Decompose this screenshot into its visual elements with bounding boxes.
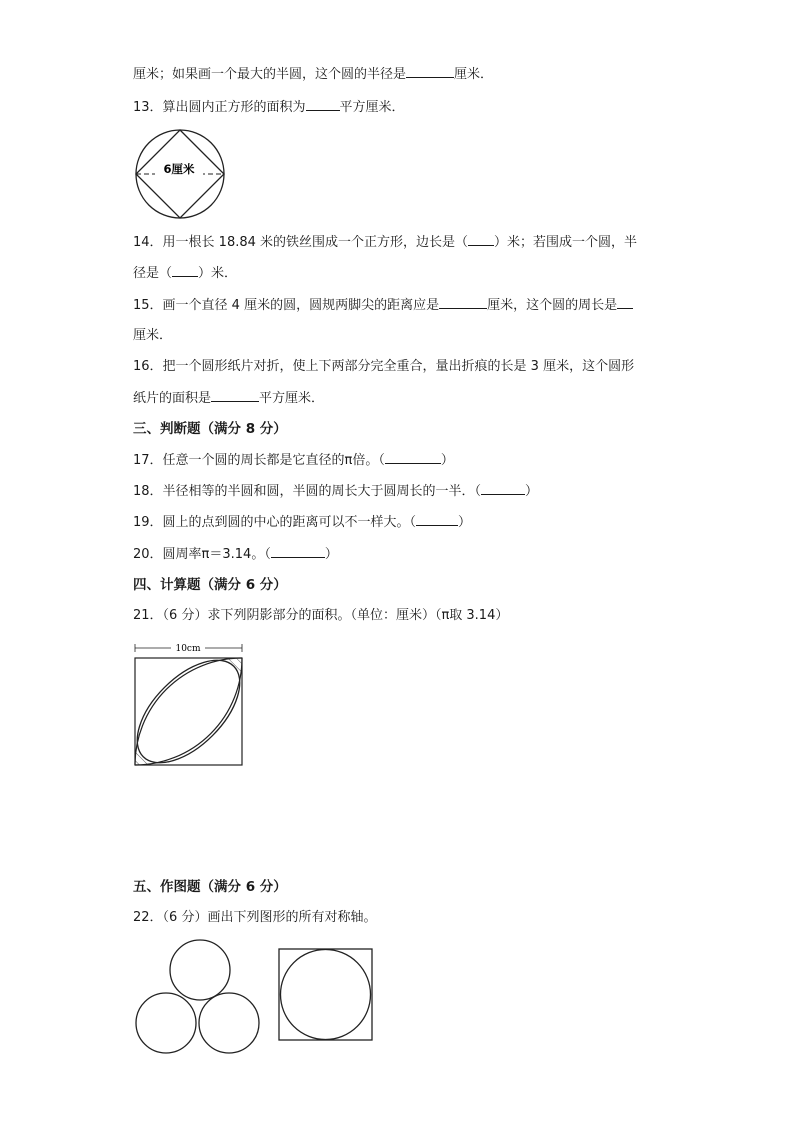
- q21-figure-label: 10cm: [175, 644, 201, 654]
- section4-heading: 四、计算题（满分 6 分）: [133, 577, 287, 593]
- q20-text: 20．圆周率π＝3.14。（: [133, 547, 271, 562]
- q16-answer-blank[interactable]: [211, 388, 259, 402]
- q18-text: 18．半径相等的半圆和圆，半圆的周长大于圆周长的一半．（: [133, 484, 482, 499]
- q17-text: 17．任意一个圆的周长都是它直径的π倍。（: [133, 453, 385, 468]
- q22-circle-left: [136, 993, 196, 1053]
- q15-text-c: 厘米．: [133, 328, 173, 343]
- q21-shaded-figure: [133, 640, 245, 770]
- q12-answer-blank[interactable]: [406, 64, 454, 78]
- q20-line: [133, 544, 338, 565]
- q14-blank-1[interactable]: [468, 232, 494, 246]
- q18-answer-blank[interactable]: [481, 481, 525, 495]
- q14-line2: [133, 263, 237, 284]
- q22-inscribed-circle: [281, 950, 371, 1040]
- q22-circle-top: [170, 940, 230, 1000]
- q12-suffix: 厘米．: [454, 67, 494, 82]
- q20-answer-blank[interactable]: [271, 544, 325, 558]
- q12-line: [133, 64, 493, 85]
- q22-line: [133, 908, 376, 928]
- q17-line: [133, 450, 454, 471]
- q16-line1: [133, 357, 634, 377]
- q18-close: ）: [525, 484, 539, 499]
- q20-close: ）: [324, 547, 338, 562]
- q15-line2: [133, 326, 172, 346]
- q22-text: 22．（6 分）画出下列图形的所有对称轴。: [133, 910, 377, 925]
- q15-blank-1[interactable]: [439, 295, 487, 309]
- q12-prefix: 厘米；如果画一个最大的半圆，这个圆的半径是: [133, 67, 407, 82]
- q13-suffix: 平方厘米．: [339, 100, 405, 115]
- q14-text-d: ）米．: [198, 266, 238, 281]
- q14-line1: [133, 232, 637, 253]
- q14-text-b: ）米；若围成一个圆，半: [494, 235, 638, 250]
- q15-blank-2[interactable]: [617, 295, 633, 309]
- q22-circle-in-square-figure: [278, 948, 376, 1044]
- q14-blank-2[interactable]: [172, 263, 198, 277]
- section3-heading: 三、判断题（满分 8 分）: [133, 421, 287, 437]
- q14-text-a: 14．用一根长 18.84 米的铁丝围成一个正方形，边长是（: [133, 235, 469, 250]
- q17-answer-blank[interactable]: [385, 450, 441, 464]
- q15-text-b: 厘米，这个圆的周长是: [487, 298, 618, 313]
- q14-text-c: 径是（: [133, 266, 173, 281]
- section5-heading: 五、作图题（满分 6 分）: [133, 879, 287, 895]
- q21-line: [133, 606, 508, 626]
- q16-text-c: 平方厘米．: [259, 391, 325, 406]
- q15-line1: [133, 295, 633, 316]
- q13-prefix: 13．算出圆内正方形的面积为: [133, 100, 306, 115]
- q19-answer-blank[interactable]: [416, 512, 458, 526]
- q16-text-a: 16．把一个圆形纸片对折，使上下两部分完全重合，量出折痕的长是 3 厘米，这个圆形: [133, 359, 635, 374]
- q13-circle-square-figure: [133, 128, 229, 220]
- q13-figure-label: 6厘米: [163, 162, 195, 176]
- q17-close: ）: [440, 453, 454, 468]
- q18-line: [133, 481, 538, 502]
- q16-text-b: 纸片的面积是: [133, 391, 212, 406]
- q22-three-circles-figure: [133, 938, 263, 1058]
- q13-answer-blank[interactable]: [306, 97, 340, 111]
- q19-close: ）: [458, 515, 472, 530]
- q21-text: 21．（6 分）求下列阴影部分的面积。（单位：厘米）（π取 3.14）: [133, 608, 509, 623]
- q19-line: [133, 512, 471, 533]
- q16-line2: [133, 388, 324, 409]
- q22-circle-right: [199, 993, 259, 1053]
- q13-line: [133, 97, 405, 118]
- q15-text-a: 15．画一个直径 4 厘米的圆，圆规两脚尖的距离应是: [133, 298, 440, 313]
- q19-text: 19．圆上的点到圆的中心的距离可以不一样大。（: [133, 515, 417, 530]
